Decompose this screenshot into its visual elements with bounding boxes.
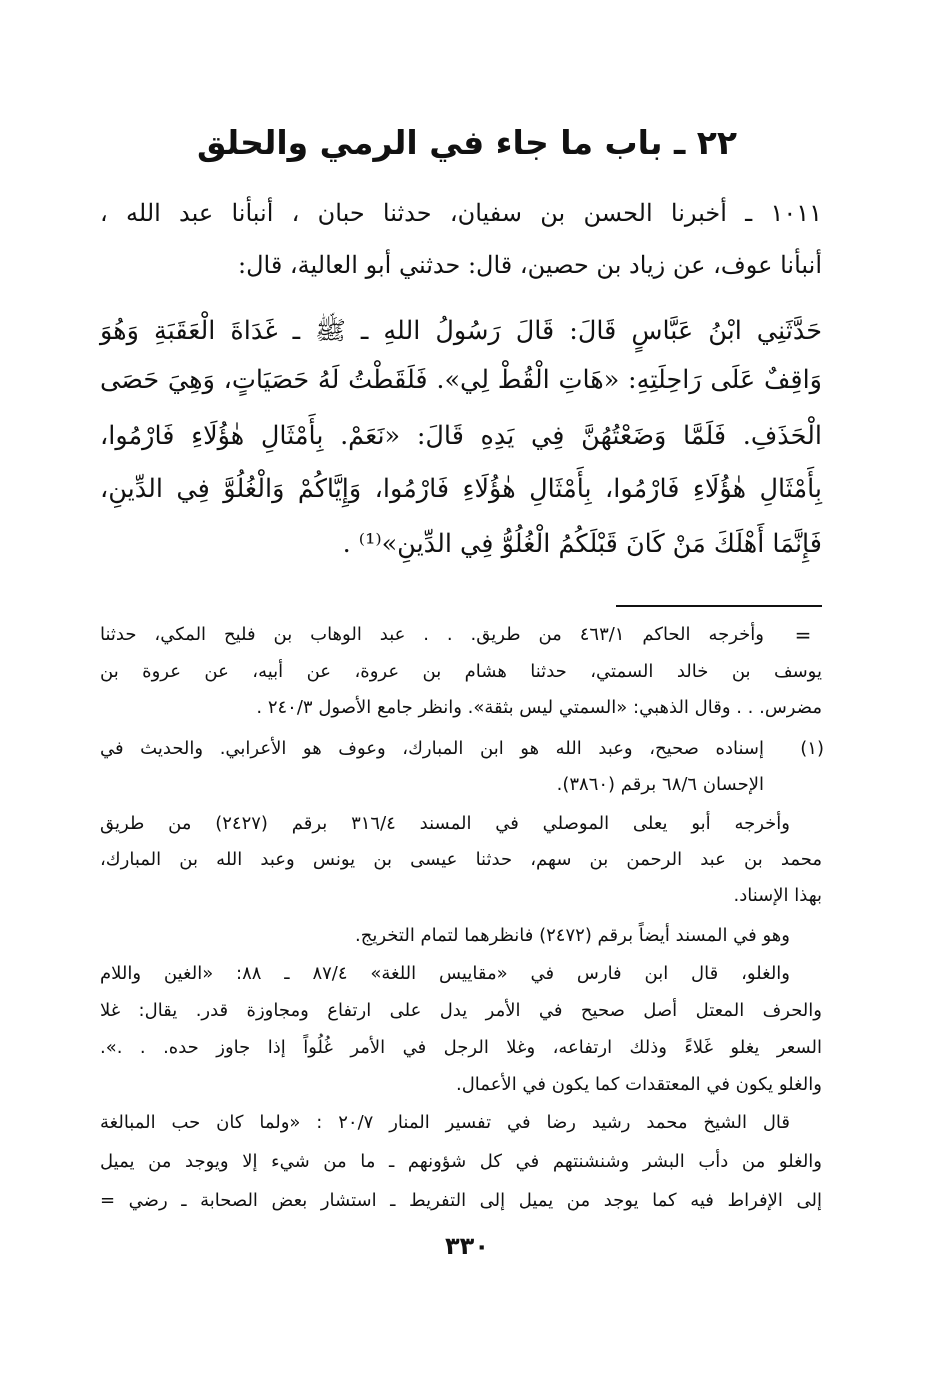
footnote-line: والغلو من دأب البشر وشنشنتهم في كل شؤونهم ـ ما من شيء إلا ويوجد من يميل <box>100 1151 822 1172</box>
footnote-line: قال الشيخ محمد رشيد رضا في تفسير المنار ٢٠/٧ : «ولما كان حب المبالغة <box>100 1112 790 1133</box>
footnote-line: إلى الإفراط فيه كما يوجد من يميل إلى التفريط ـ استشار بعض الصحابة ـ رضي = <box>100 1190 822 1211</box>
hadith-text-line: بِأَمْثَالِ هٰؤُلَاءِ فَارْمُوا، بِأَمْثَالِ هٰؤُلَاءِ فَارْمُوا، وَإِيَّاكُمْ وَالْغُلُوَّ فِي الدِّينِ، <box>100 474 822 504</box>
hadith-text-line: حَدَّثَنِي ابْنُ عَبَّاسٍ قَالَ: قَالَ رَسُولُ اللهِ ـ ﷺ ـ غَدَاةَ الْعَقَبَةِ وَهُوَ <box>100 316 822 346</box>
footnote-line: والغلو، قال ابن فارس في «مقاييس اللغة» ٨٧/٤ ـ ٨٨: «الغين واللام <box>100 963 790 984</box>
footnote-line: بهذا الإسناد. <box>733 885 822 906</box>
footnote-continuation-line: وأخرجه الحاكم ٤٦٣/١ من طريق. . . عبد الوهاب بن فليح المكي، حدثنا <box>100 624 764 645</box>
chapter-title: ٢٢ ـ باب ما جاء في الرمي والحلق <box>196 123 738 162</box>
hadith-intro-line: ١٠١١ ـ أخبرنا الحسن بن سفيان، حدثنا حبان ، أنبأنا عبد الله ، <box>100 199 822 227</box>
footnote-line: والحرف المعتل أصل صحيح في الأمر يدل على ارتفاع ومجاوزة قدر. يقال: غلا <box>100 1000 822 1021</box>
continuation-marker: = <box>794 623 812 647</box>
hadith-intro-line: أنبأنا عوف، عن زياد بن حصين، قال: حدثني أبو العالية، قال: <box>237 251 822 279</box>
footnote-line: وهو في المسند أيضاً برقم (٢٤٧٢) فانظرهما لتمام التخريج. <box>355 925 790 946</box>
footnote-separator <box>616 605 822 607</box>
hadith-text-line: الْحَذَفِ. فَلَمَّا وَضَعْتُهُنَّ فِي يَدِهِ قَالَ: «نَعَمْ. بِأَمْثَالِ هٰؤُلَاءِ فَارْمُوا، <box>100 421 822 451</box>
hadith-text-line: فَإِنَّمَا أَهْلَكَ مَنْ كَانَ قَبْلَكُمُ الْغُلُوُّ فِي الدِّينِ»⁽¹⁾ . <box>342 529 822 559</box>
footnote-line: الإحسان ٦٨/٦ برقم (٣٨٦٠). <box>556 774 764 795</box>
page-number: ٣٣٠ <box>445 1232 489 1260</box>
footnote-line: وأخرجه أبو يعلى الموصلي في المسند ٣١٦/٤ برقم (٢٤٢٧) من طريق <box>100 813 790 834</box>
footnote-line: والغلو يكون في المعتقدات كما يكون في الأعمال. <box>456 1074 822 1095</box>
footnote-line: السعر يغلو غَلاءً وذلك ارتفاعه، وغلا الرجل في الأمر غُلُواً إذا جاوز حده. . .». <box>100 1037 822 1058</box>
footnote-line: إسناده صحيح، وعبد الله هو ابن المبارك، وعوف هو الأعرابي. والحديث في <box>100 738 764 759</box>
footnote-line: محمد بن عبد الرحمن بن سهم، حدثنا عيسى بن يونس وعبد الله بن المبارك، <box>100 849 822 870</box>
footnote-continuation-line: يوسف بن خالد السمتي، حدثنا هشام بن عروة، عن أبيه، عن عروة بن <box>100 661 822 682</box>
footnote-continuation-line: مضرس. . . وقال الذهبي: «السمتي ليس بثقة». وانظر جامع الأصول ٢٤٠/٣ . <box>256 697 822 718</box>
hadith-text-line: وَاقِفٌ عَلَى رَاحِلَتِهِ: «هَاتِ الْقُطْ لِي». فَلَقَطْتُ لَهُ حَصَيَاتٍ، وَهِيَ حَصَى <box>100 365 822 395</box>
footnote-number: (١) <box>800 738 824 759</box>
